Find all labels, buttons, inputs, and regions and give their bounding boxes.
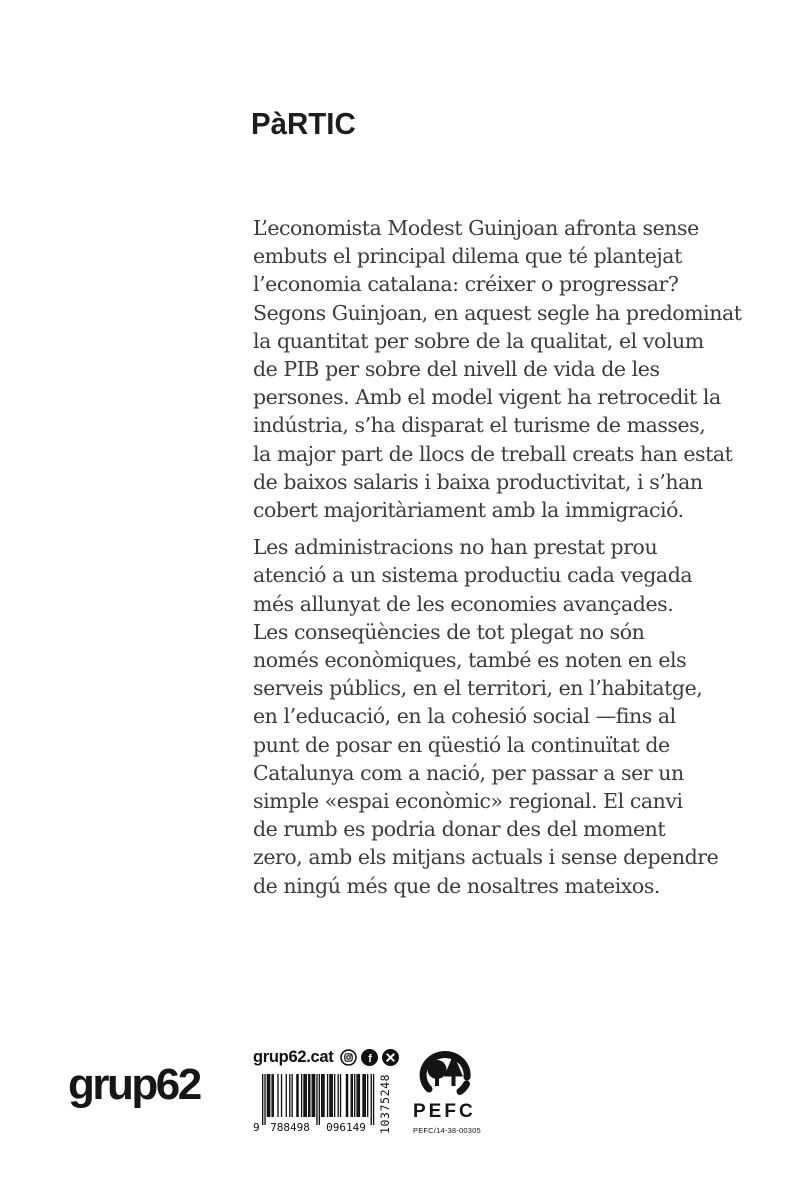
paragraph: Les administracions no han prestat prou atenció a un sistema productiu cada vegada més allunyat de les economies avançades. Les conseqüències de tot plegat no són només econòmiques, també es noten en els serveis públics, en el territori, en l’habitatge, en l’educació, en la cohesió social —fins al punt de posar en qüestió la continuïtat de Catalunya com a nació, per passar a ser un simple «espai econòmic» regional. El canvi de rumb es podria donar des del moment zero, amb els mitjans actuals i sense dependre de ningú més que de nosaltres mateixos.	[253, 535, 719, 898]
blurb	[253, 214, 745, 909]
website-row	[253, 1047, 399, 1067]
x-icon	[382, 1049, 399, 1066]
imprint-logo: PàRTIC	[251, 106, 356, 141]
barcode-side-code: 10375248	[378, 1073, 392, 1134]
social-icons	[340, 1049, 399, 1066]
barcode-first-digit: 9	[253, 1121, 260, 1134]
paragraph: L’economista Modest Guinjoan afronta sense embuts el principal dilema que té plantejat l’economia catalana: créixer o progressar? Segons Guinjoan, en aquest segle ha predominat la quantitat per sobre de la qualitat, el volum de PIB per sobre del nivell de vida de les persones. Amb el model vigent ha retrocedit la indústria, s’ha disparat el turisme de masses, la major part de llocs de treball creats han estat de baixos salaris i baixa productivitat, i s’han cobert majoritàriament amb la immigració.	[253, 216, 742, 523]
pefc-trees-icon	[416, 1043, 476, 1099]
pefc-logo	[413, 1043, 483, 1135]
website-label: grup62.cat	[253, 1047, 334, 1066]
barcode-right-group: 096149	[326, 1121, 366, 1134]
barcode-bars	[262, 1074, 374, 1125]
facebook-icon	[361, 1049, 378, 1066]
svg-text:f: f	[368, 1052, 372, 1065]
publisher-logo: grup62	[68, 1060, 200, 1109]
pefc-label: PEFC	[413, 1101, 476, 1122]
instagram-icon	[340, 1049, 357, 1066]
barcode-left-group: 788498	[270, 1121, 310, 1134]
pefc-certificate: PEFC/14-38-00305	[413, 1126, 481, 1135]
barcode	[253, 1074, 379, 1134]
